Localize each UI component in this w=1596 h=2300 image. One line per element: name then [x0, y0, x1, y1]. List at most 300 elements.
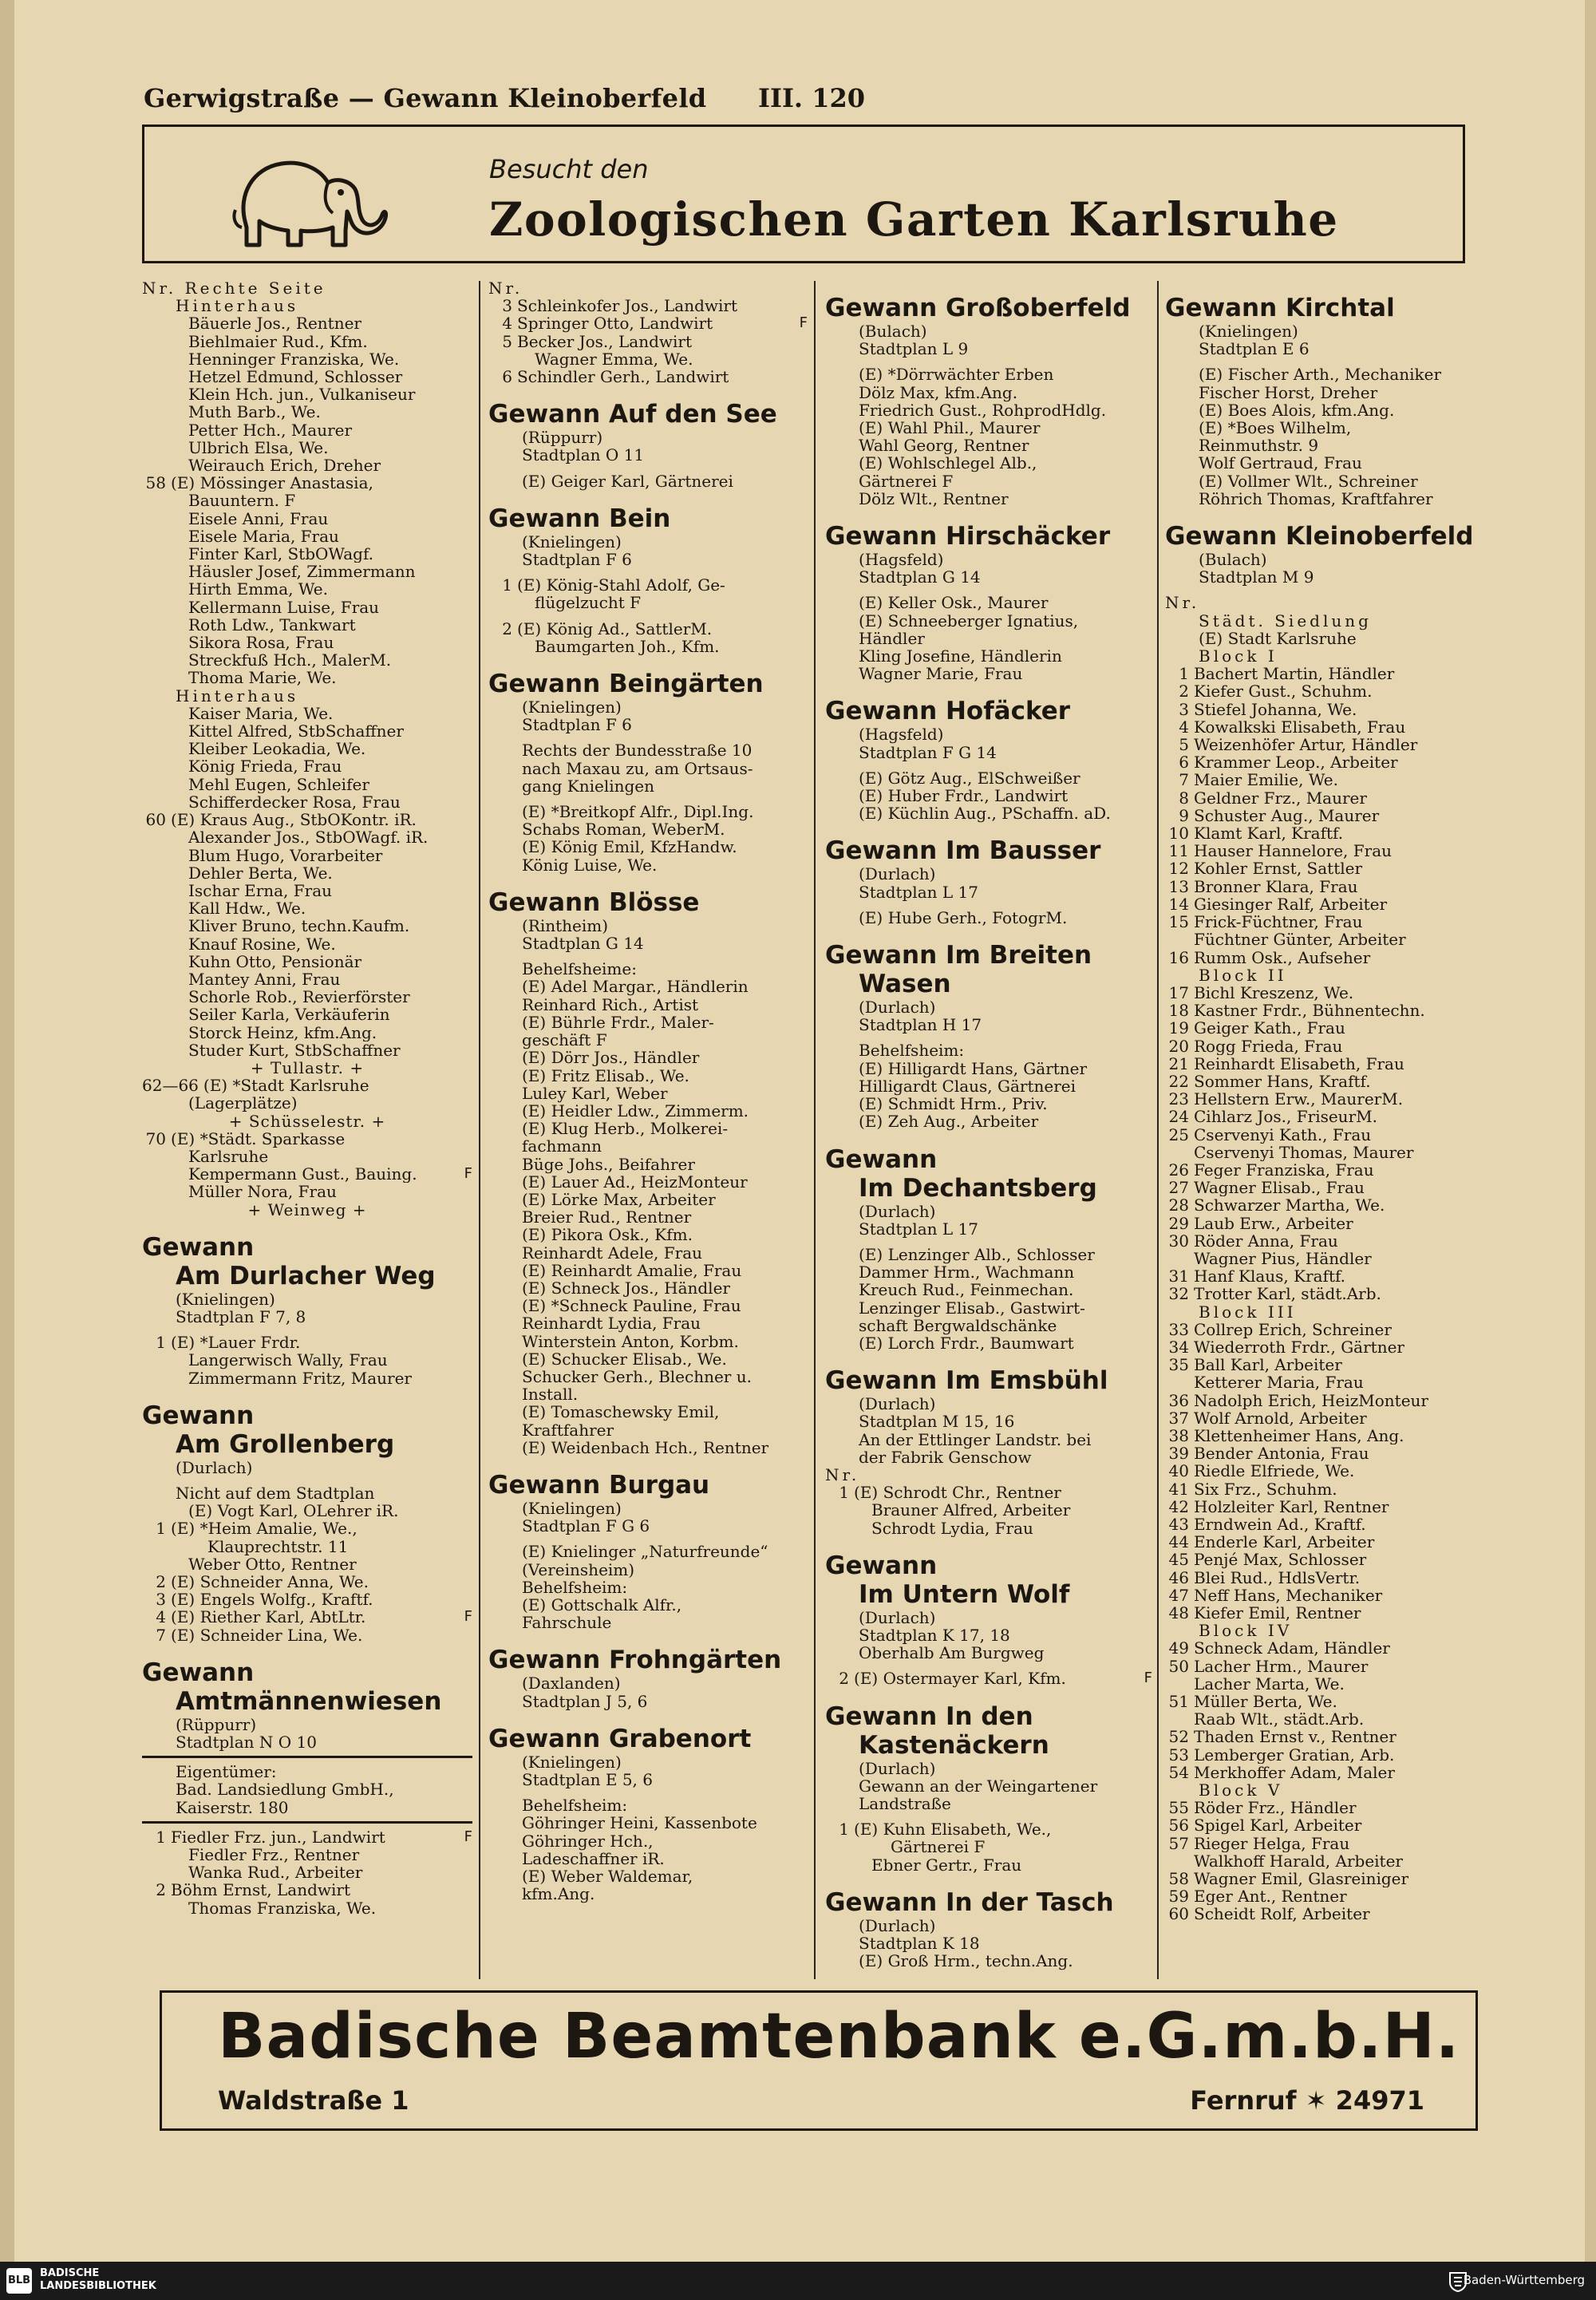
info-line: Winterstein Anton, Korbm.	[522, 1331, 739, 1351]
house-number: 46	[1168, 1567, 1189, 1587]
resident-entry	[1165, 665, 1478, 682]
resident-entry	[1165, 1462, 1478, 1480]
house-number	[142, 1846, 171, 1863]
house-number	[1165, 1144, 1194, 1161]
house-number: 52	[1168, 1727, 1189, 1747]
house-number	[142, 917, 171, 935]
house-number	[825, 1856, 854, 1874]
section-heading: Gewann Kirchtal	[1165, 294, 1395, 322]
info-line: (E) Zeh Aug., Arbeiter	[859, 1112, 1039, 1132]
resident-text: (E) Ostermayer Karl, Kfm.	[854, 1670, 1066, 1688]
resident-entry	[142, 1555, 472, 1573]
house-number: 60	[1168, 1904, 1189, 1924]
resident-entry	[1165, 1710, 1478, 1728]
resident-text: Eisele Anni, Frau	[188, 509, 329, 528]
resident-text: Böhm Ernst, Landwirt	[171, 1881, 350, 1899]
info-line: (E) Weber Waldemar,	[522, 1867, 693, 1887]
house-number: 19	[1168, 1018, 1189, 1038]
resident-entry	[142, 368, 472, 385]
phone-marker: F	[464, 1608, 472, 1626]
resident-text: (E) *Stadt Karlsruhe	[203, 1077, 369, 1095]
house-number: 2	[1179, 682, 1189, 701]
house-number: 31	[1168, 1267, 1189, 1286]
block-label: Nr.	[1165, 593, 1200, 613]
resident-text: Spigel Karl, Arbeiter	[1194, 1816, 1362, 1835]
info-line: (E) Lenzinger Alb., Schlosser	[859, 1244, 1095, 1264]
column-1	[142, 279, 472, 1917]
house-number: 8	[1179, 788, 1189, 808]
resident-entry	[142, 1520, 472, 1537]
house-number	[142, 528, 171, 545]
resident-entry	[1165, 931, 1478, 948]
resident-text: Nadolph Erich, HeizMonteur	[1194, 1391, 1428, 1409]
resident-text: Kuhn Otto, Pensionär	[188, 952, 362, 970]
resident-text: Wagner Pius, Händler	[1194, 1249, 1372, 1268]
info-line: Bad. Landsiedlung GmbH.,	[176, 1780, 394, 1800]
resident-entry	[142, 740, 472, 757]
info-line: Stadtplan G 14	[522, 934, 644, 954]
resident-text: Penjé Max, Schlosser	[1194, 1551, 1367, 1569]
resident-entry	[142, 899, 472, 917]
house-number: 14	[1168, 894, 1189, 914]
resident-text: Streckfuß Hch., MalerM.	[188, 651, 392, 670]
info-line: Kreuch Rud., Feinmechan.	[859, 1280, 1074, 1300]
info-line: Behelfsheim:	[859, 1041, 965, 1061]
info-line: (E) Küchlin Aug., PSchaffn. aD.	[859, 804, 1111, 824]
resident-entry	[1165, 1250, 1478, 1267]
resident-entry	[142, 669, 472, 686]
resident-entry	[1165, 1516, 1478, 1533]
resident-text: Kiefer Gust., Schuhm.	[1194, 682, 1373, 701]
house-number: 1	[1179, 664, 1189, 684]
resident-text: (E) Engels Wolfg., Kraftf.	[171, 1591, 373, 1609]
spacer	[488, 568, 808, 576]
house-number	[142, 1555, 171, 1573]
resident-text: Klein Hch. jun., Vulkaniseur	[188, 385, 416, 404]
info-line: (E) Adel Margar., Händlerin	[522, 977, 749, 997]
resident-text: Schindler Gerh., Landwirt	[517, 368, 729, 386]
info-line: (E) Boes Alois, kfm.Ang.	[1199, 400, 1395, 420]
house-number	[142, 1863, 171, 1881]
info-line: (E) Heidler Ldw., Zimmerm.	[522, 1101, 749, 1120]
resident-text: (E) Riether Karl, AbtLtr.	[171, 1608, 366, 1626]
info-line: Stadtplan F G 14	[859, 742, 997, 762]
house-number: 4	[502, 314, 512, 334]
column-2	[488, 279, 808, 1903]
section-heading: Gewann Frohngärten	[488, 1646, 782, 1675]
resident-text: Studer Kurt, StbSchaffner	[188, 1041, 401, 1059]
resident-entry	[1165, 842, 1478, 860]
resident-text: Schwarzer Martha, We.	[1194, 1196, 1385, 1215]
house-number	[142, 705, 171, 722]
resident-entry	[1165, 1764, 1478, 1781]
house-number	[825, 1520, 854, 1537]
resident-entry	[142, 616, 472, 634]
resident-entry	[142, 776, 472, 793]
info-line: (E) Schucker Elisab., We.	[522, 1349, 727, 1369]
info-line: (Vereinsheim)	[522, 1559, 635, 1579]
info-line: (E) Wohlschlegel Alb.,	[859, 453, 1037, 473]
house-number	[142, 740, 171, 757]
resident-entry	[142, 970, 472, 988]
section-heading: Am Durlacher Weg	[176, 1261, 436, 1290]
info-line: (Bulach)	[1199, 550, 1267, 570]
resident-text: Krammer Leop., Arbeiter	[1194, 753, 1398, 772]
section-heading: Gewann Bein	[488, 504, 671, 533]
house-number: 16	[1168, 947, 1189, 967]
resident-entry	[1165, 1215, 1478, 1232]
resident-text: Stiefel Johanna, We.	[1194, 700, 1357, 718]
resident-text: Giesinger Ralf, Arbeiter	[1194, 895, 1388, 914]
resident-entry	[1165, 789, 1478, 807]
resident-text: Wagner Emma, We.	[535, 350, 693, 369]
cross-street-separator: + Tullastr. +	[250, 1057, 365, 1077]
info-line: Luley Karl, Weber	[522, 1083, 668, 1103]
info-line: Dammer Hrm., Wachmann	[859, 1263, 1075, 1282]
resident-entry	[142, 935, 472, 953]
resident-entry	[488, 620, 808, 638]
info-line: Röhrich Thomas, Kraftfahrer	[1199, 488, 1433, 508]
house-number: 33	[1168, 1319, 1189, 1339]
resident-text: Henninger Franziska, We.	[188, 350, 400, 369]
house-number: 42	[1168, 1496, 1189, 1516]
house-number	[488, 594, 517, 611]
section-heading: Gewann Großoberfeld	[825, 294, 1131, 322]
info-line: Stadtplan M 15, 16	[859, 1412, 1015, 1432]
resident-entry	[1165, 1055, 1478, 1073]
house-number	[142, 314, 171, 332]
resident-text: Bauuntern. F	[188, 492, 296, 510]
info-line: (Durlach)	[859, 1607, 936, 1627]
house-number	[142, 1351, 171, 1369]
house-number	[825, 1838, 854, 1855]
resident-text: Frick-Füchtner, Frau	[1194, 913, 1363, 931]
resident-text: Wolf Arnold, Arbeiter	[1194, 1409, 1367, 1427]
info-line: (E) Schneck Jos., Händler	[522, 1278, 730, 1298]
bank-advertisement	[160, 1990, 1478, 2131]
info-line: (E) Lorch Frdr., Baumwart	[859, 1333, 1074, 1353]
info-line: Stadtplan O 11	[522, 445, 645, 465]
column-divider	[479, 281, 480, 1979]
house-number	[142, 882, 171, 899]
resident-text: Ketterer Maria, Frau	[1194, 1373, 1364, 1392]
info-line: (Hagsfeld)	[859, 725, 944, 745]
resident-text: Erndwein Ad., Kraftf.	[1194, 1516, 1366, 1534]
info-line: Behelfsheim:	[522, 1577, 628, 1597]
house-number	[142, 1041, 171, 1059]
house-number: 43	[1168, 1515, 1189, 1534]
block-label: Nr.	[488, 279, 523, 298]
resident-entry	[142, 1024, 472, 1041]
resident-text: Cservenyi Thomas, Maurer	[1194, 1143, 1414, 1161]
resident-text: Ebner Gertr., Frau	[871, 1855, 1022, 1874]
block-label: Städt. Siedlung	[1199, 611, 1372, 630]
resident-entry	[142, 510, 472, 528]
block-label: Block V	[1199, 1780, 1283, 1800]
phone-marker: F	[464, 1828, 472, 1845]
resident-entry	[142, 1077, 472, 1094]
info-line: Eigentümer:	[176, 1762, 277, 1782]
resident-text: Schuster Aug., Maurer	[1194, 806, 1380, 825]
info-line: Wolf Gertraud, Frau	[1199, 453, 1362, 473]
resident-text: Becker Jos., Landwirt	[517, 332, 693, 350]
house-number	[142, 545, 171, 563]
resident-text: Enderle Karl, Arbeiter	[1194, 1533, 1375, 1551]
resident-text: Rumm Osk., Aufseher	[1194, 948, 1371, 966]
info-line: (E) Hube Gerh., FotogrM.	[859, 907, 1068, 927]
house-number: 45	[1168, 1550, 1189, 1570]
resident-text: Wagner Emil, Glasreiniger	[1194, 1870, 1409, 1888]
resident-entry	[825, 1838, 1152, 1855]
resident-entry	[1165, 1444, 1478, 1462]
info-line: (E) Hilligardt Hans, Gärtner	[859, 1058, 1088, 1078]
info-line: Stadtplan K 17, 18	[859, 1625, 1010, 1645]
house-number: 53	[1168, 1745, 1189, 1765]
library-logo[interactable]: BLB	[6, 2268, 32, 2294]
house-number	[142, 456, 171, 474]
resident-text: Dehler Berta, We.	[188, 863, 333, 882]
resident-text: (E) Kuhn Elisabeth, We.,	[854, 1820, 1052, 1839]
resident-entry	[142, 651, 472, 669]
resident-entry	[142, 1899, 472, 1917]
resident-entry	[1165, 1816, 1478, 1834]
info-line: Reinhard Rich., Artist	[522, 994, 699, 1014]
house-number: 39	[1168, 1444, 1189, 1464]
resident-entry	[1165, 1639, 1478, 1657]
house-number	[142, 563, 171, 580]
info-line: Dölz Max, kfm.Ang.	[859, 382, 1018, 402]
resident-text: Lemberger Gratian, Arb.	[1194, 1745, 1395, 1764]
info-line: (Knielingen)	[522, 698, 622, 717]
house-number: 1	[156, 1827, 166, 1847]
resident-text: Hetzel Edmund, Schlosser	[188, 368, 403, 386]
info-line: Landstraße	[859, 1793, 951, 1813]
resident-text: Finter Karl, StbOWagf.	[188, 545, 374, 563]
house-number: 2	[502, 618, 512, 638]
page-number: III. 120	[758, 83, 865, 113]
info-line: fachmann	[522, 1136, 602, 1156]
resident-text: flügelzucht F	[535, 594, 642, 612]
resident-entry	[1165, 1870, 1478, 1887]
resident-entry	[142, 403, 472, 421]
section-heading: Am Grollenberg	[176, 1429, 395, 1459]
resident-entry	[142, 1626, 472, 1644]
info-line: nach Maxau zu, am Ortsaus-	[522, 758, 753, 778]
house-number: 55	[1168, 1798, 1189, 1818]
house-number: 2	[839, 1669, 849, 1689]
resident-text: Raab Wlt., städt.Arb.	[1194, 1710, 1365, 1729]
zoo-ad-title: Zoologischen Garten Karlsruhe	[489, 192, 1339, 247]
info-line: Friedrich Gust., RohprodHdlg.	[859, 400, 1107, 420]
resident-entry	[825, 1820, 1152, 1838]
resident-entry	[1165, 771, 1478, 788]
resident-entry	[142, 421, 472, 439]
house-number: 9	[1179, 805, 1189, 825]
resident-entry	[1165, 1037, 1478, 1055]
house-number: 25	[1168, 1124, 1189, 1144]
info-line: Stadtplan J 5, 6	[522, 1691, 648, 1711]
resident-entry	[142, 1165, 472, 1183]
resident-text: Kaiser Maria, We.	[188, 704, 334, 723]
resident-text: Klamt Karl, Kraftf.	[1194, 824, 1344, 843]
resident-entry	[142, 864, 472, 882]
spacer	[825, 1812, 1152, 1820]
house-number: 35	[1168, 1355, 1189, 1375]
resident-entry	[825, 1501, 1152, 1519]
info-line: (E) Bührle Frdr., Maler-	[522, 1012, 714, 1032]
info-line: Reinhardt Adele, Frau	[522, 1243, 703, 1263]
block-label: Nr.	[825, 1464, 860, 1484]
block-label: Hinterhaus	[176, 296, 299, 316]
resident-entry	[142, 1130, 472, 1148]
info-line: Stadtplan M 9	[1199, 567, 1314, 587]
info-line: Stadtplan L 9	[859, 339, 969, 359]
resident-entry	[1165, 1746, 1478, 1764]
resident-text: Schrodt Lydia, Frau	[871, 1519, 1033, 1537]
resident-entry	[142, 953, 472, 970]
info-line: Stadtplan G 14	[859, 567, 981, 587]
resident-entry	[1165, 1179, 1478, 1196]
resident-entry	[142, 1846, 472, 1863]
section-heading: Im Dechantsberg	[859, 1173, 1097, 1203]
resident-text: Brauner Alfred, Arbeiter	[871, 1501, 1071, 1520]
resident-entry	[1165, 860, 1478, 877]
cross-street-separator: + Schüsselestr. +	[228, 1111, 386, 1131]
resident-text: Kowalkski Elisabeth, Frau	[1194, 717, 1406, 737]
resident-entry	[142, 474, 472, 492]
divider-rule	[142, 1821, 472, 1824]
house-number: 27	[1168, 1178, 1189, 1198]
info-line: Stadtplan N O 10	[176, 1733, 317, 1753]
resident-entry	[1165, 807, 1478, 824]
resident-entry	[1165, 1126, 1478, 1144]
resident-text: Kall Hdw., We.	[188, 899, 306, 918]
house-number	[142, 669, 171, 686]
house-number	[1165, 1675, 1194, 1693]
resident-text: (E) König-Stahl Adolf, Ge-	[517, 576, 725, 595]
resident-text: Riedle Elfriede, We.	[1194, 1462, 1355, 1480]
house-number	[142, 722, 171, 740]
resident-text: Häusler Josef, Zimmermann	[188, 563, 416, 581]
cross-street-separator: + Weinweg +	[247, 1199, 367, 1219]
resident-entry	[142, 1828, 472, 1846]
resident-text: (E) Vogt Karl, OLehrer iR.	[188, 1502, 399, 1520]
resident-entry	[1165, 1356, 1478, 1373]
resident-entry	[142, 811, 472, 828]
resident-entry	[1165, 1551, 1478, 1568]
resident-entry	[1165, 1108, 1478, 1125]
resident-entry	[142, 545, 472, 563]
resident-text: Biehlmaier Rud., Kfm.	[188, 332, 368, 350]
info-line: (E) *Schneck Pauline, Frau	[522, 1296, 741, 1316]
resident-entry	[1165, 1144, 1478, 1161]
resident-entry	[488, 350, 808, 368]
info-line: (E) Schneeberger Ignatius,	[859, 611, 1079, 630]
resident-entry	[142, 1502, 472, 1520]
resident-entry	[142, 1334, 472, 1351]
house-number: 12	[1168, 859, 1189, 879]
resident-entry	[1165, 682, 1478, 700]
house-number: 17	[1168, 982, 1189, 1002]
resident-entry	[142, 580, 472, 598]
resident-entry	[142, 847, 472, 864]
resident-text: Trotter Karl, städt.Arb.	[1194, 1285, 1381, 1303]
house-number	[142, 793, 171, 811]
section-heading: Gewann Blösse	[488, 887, 700, 917]
state-name: Baden-Württemberg	[1463, 2273, 1585, 2287]
resident-text: Bäuerle Jos., Rentner	[188, 314, 361, 333]
info-line: (E) Götz Aug., ElSchweißer	[859, 768, 1080, 788]
resident-text: Cihlarz Jos., FriseurM.	[1194, 1108, 1377, 1126]
block-label: Block III	[1199, 1302, 1297, 1322]
house-number	[142, 1024, 171, 1041]
info-line: (Knielingen)	[176, 1289, 275, 1309]
resident-entry	[1165, 1019, 1478, 1037]
resident-text: Thoma Marie, We.	[188, 669, 337, 687]
section-heading: Gewann In den	[825, 1701, 1033, 1731]
resident-entry	[1165, 1373, 1478, 1391]
info-line: Reinmuthstr. 9	[1199, 436, 1319, 456]
house-number	[142, 368, 171, 385]
resident-entry	[142, 1148, 472, 1165]
bank-ad-name: Badische Beamtenbank e.G.m.b.H.	[218, 2001, 1460, 2073]
page-header	[144, 83, 1468, 118]
house-number	[142, 385, 171, 403]
resident-text: Mehl Eugen, Schleifer	[188, 775, 369, 793]
house-number: 38	[1168, 1425, 1189, 1445]
resident-text: Geldner Frz., Maurer	[1194, 788, 1367, 807]
resident-text: Springer Otto, Landwirt	[517, 314, 713, 333]
section-heading: Gewann In der Tasch	[825, 1887, 1114, 1917]
house-number: 54	[1168, 1762, 1189, 1782]
resident-text: Sikora Rosa, Frau	[188, 634, 334, 652]
info-line: Dölz Wlt., Rentner	[859, 488, 1009, 508]
resident-text: Kleiber Leokadia, We.	[188, 740, 366, 758]
running-title: Gerwigstraße — Gewann Kleinoberfeld	[144, 83, 707, 113]
info-line: Stadtplan E 6	[1199, 339, 1310, 359]
resident-entry	[1165, 1498, 1478, 1516]
resident-text: Knauf Rosine, We.	[188, 935, 336, 953]
info-line: Stadtplan F G 6	[522, 1516, 650, 1536]
house-number: 1	[839, 1820, 849, 1840]
resident-text: Kiefer Emil, Rentner	[1194, 1604, 1361, 1622]
house-number	[142, 350, 171, 368]
resident-text: Alexander Jos., StbOWagf. iR.	[188, 828, 429, 847]
house-number	[1165, 1852, 1194, 1870]
resident-text: Weizenhöfer Artur, Händler	[1194, 736, 1418, 754]
resident-text: Bronner Klara, Frau	[1194, 877, 1358, 895]
house-number: 3	[156, 1590, 166, 1610]
info-line: (E) Vollmer Wlt., Schreiner	[1199, 471, 1418, 491]
house-number: 18	[1168, 1001, 1189, 1021]
house-number: 58	[145, 473, 166, 493]
resident-text: Mantey Anni, Frau	[188, 970, 341, 989]
block-label: Block II	[1199, 965, 1287, 985]
resident-text: Geiger Kath., Frau	[1194, 1019, 1345, 1037]
resident-entry	[488, 594, 808, 611]
resident-text: (E) Kraus Aug., StbOKontr. iR.	[171, 811, 417, 829]
resident-entry	[1165, 1587, 1478, 1604]
info-line: (E) Lörke Max, Arbeiter	[522, 1189, 716, 1209]
resident-entry	[1165, 1285, 1478, 1302]
section-heading: Gewann	[142, 1401, 255, 1430]
house-number	[142, 1369, 171, 1387]
resident-text: Langerwisch Wally, Frau	[188, 1351, 388, 1369]
resident-entry	[142, 1094, 472, 1112]
house-number: 10	[1168, 824, 1189, 844]
house-number: 30	[1168, 1231, 1189, 1251]
resident-entry	[142, 988, 472, 1006]
